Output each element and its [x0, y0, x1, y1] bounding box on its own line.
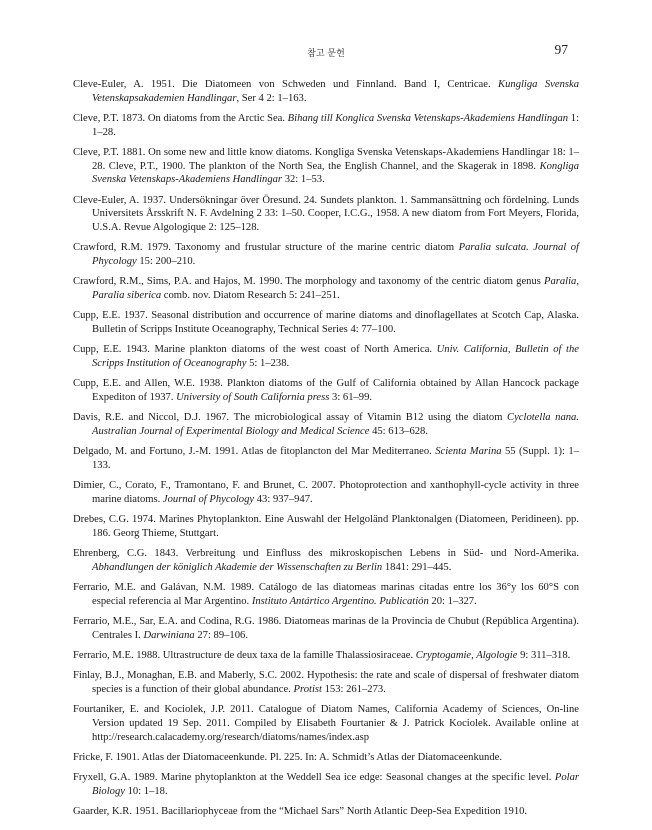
reference-text: Ferrario, M.E. and Galávan, N.M. 1989. Catálogo de las diatomeas marinas citadas entre los 36°y los 60°S con especial referencia al Mar Argentino.: [73, 581, 579, 607]
reference-tail: 9: 311–318.: [517, 649, 571, 661]
reference-source: Cryptogamie, Algologie: [415, 649, 518, 661]
reference-entry: [73, 513, 579, 540]
reference-text: Cupp, E.E. 1943. Marine plankton diatoms of the west coast of North America.: [73, 344, 437, 356]
reference-entry: [73, 649, 579, 663]
reference-entry: [73, 751, 579, 765]
reference-tail: 1: 1–28.: [92, 112, 580, 138]
reference-source: Kongliga Svenska Vetenskaps-Akademiens Handlingar: [92, 160, 579, 186]
reference-entry: [73, 547, 579, 574]
reference-tail: comb. nov. Diatom Research 5: 241–251.: [161, 289, 340, 301]
reference-text: Fryxell, G.A. 1989. Marine phytoplankton at the Weddell Sea ice edge: Seasonal changes at the specific level.: [73, 772, 555, 784]
reference-text: Delgado, M. and Fortuno, J.-M. 1991. Atlas de fitoplancton del Mar Mediterraneo.: [73, 446, 436, 458]
reference-source: Abhandlungen der königlich Akademie der Wissenschaften zu Berlin: [92, 561, 383, 573]
reference-tail: 55 (Suppl. 1): 1–133.: [92, 446, 579, 471]
reference-tail: 27: 89–106.: [194, 629, 248, 641]
reference-entry: [73, 805, 579, 819]
reference-entry: [73, 78, 579, 105]
reference-source: Cyclotella nana. Australian Journal of Experimental Biology and Medical Science: [92, 412, 579, 437]
reference-source: Protist: [293, 683, 322, 695]
reference-text: Finlay, B.J., Monaghan, E.B. and Maberly, S.C. 2002. Hypothesis: the rate and scale of dispersal of freshwater diatom species is a function of their global abundance.: [73, 670, 579, 695]
reference-source: Scienta Marina: [435, 446, 502, 458]
reference-text: Cleve, P.T. 1881. On some new and little know diatoms. Kongliga Svenska Vetenskaps-Akademiens Handlingar 18: 1–28. Cleve, P.T., 1900. The plankton of the North Sea, the English Channel, and the Skagerak in 1898.: [73, 146, 579, 172]
reference-text: Ferrario, M.E. 1988. Ultrastructure de deux taxa de la famille Thalassiosiraceae.: [73, 649, 416, 661]
reference-tail: 32: 1–53.: [282, 174, 325, 186]
reference-entry: [73, 275, 579, 302]
reference-text: Ehrenberg, C.G. 1843. Verbreitung und Einfluss des mikroskopischen Lebens in Süd- und Nord-Amerika.: [73, 547, 579, 559]
reference-text: Cleve-Euler, A. 1951. Die Diatomeen von Schweden und Finnland. Band I, Centricae.: [73, 79, 499, 90]
reference-tail: 153: 261–273.: [321, 683, 386, 695]
reference-entry: [73, 445, 579, 472]
reference-source: Journal of Phycology: [162, 493, 255, 505]
reference-text: Drebes, C.G. 1974. Marines Phytoplankton. Eine Auswahl der Helgoländ Planktonalgen (Diatomeen, Peridineen). pp. 186. Georg Thieme, Stuttgart.: [73, 514, 579, 539]
page-number: 97: [554, 42, 568, 57]
reference-entry: [73, 411, 579, 438]
running-head: 참고 문헌: [307, 49, 345, 59]
reference-text: Cupp, E.E. and Allen, W.E. 1938. Plankton diatoms of the Gulf of California obtained by Allan Hancock package Expediton of 1937.: [73, 378, 579, 403]
reference-tail: 45: 613–628.: [369, 425, 428, 437]
reference-entry: [73, 377, 579, 404]
reference-entry: [73, 703, 579, 744]
reference-tail: 43: 937–947.: [254, 493, 313, 505]
reference-text: Fourtaniker, E. and Kociolek, J.P. 2011. Catalogue of Diatom Names, California Academy of Sciences, On-line Version updated 19 Sep. 2011. Compiled by Elisabeth Fourtanier & J. Patrick Kociolek. Available online at http://research.calacademy.org/research/diatoms/names/index.asp: [73, 704, 579, 743]
reference-text: Ferrario, M.E., Sar, E.A. and Codina, R.G. 1986. Diatomeas marinas de la Provincia de Chubut (República Argentina). Centrales I.: [73, 615, 579, 641]
reference-source: Kungliga Svenska Vetenskapsakademien Handlingar: [92, 79, 579, 104]
reference-tail: 10: 1–18.: [124, 785, 168, 797]
reference-source: Paralia, Paralia siberica: [92, 276, 579, 301]
reference-source: Instituto Antártico Argentino. Publicatión: [251, 595, 429, 607]
reference-entry: [73, 479, 579, 506]
reference-text: Cleve-Euler, A. 1937. Undersökningar över Öresund. 24. Sundets plankton. 1. Sammansättning och fördelning. Lunds Universitets Årsskrift N. F. Avdelning 2 33: 1–50. Cooper, I.C.G., 1958. A new diatom from Fort Meyers, Florida, U.S.A. Revue Algologique 2: 125–128.: [73, 194, 579, 233]
reference-text: Dimier, C., Corato, F., Tramontano, F. and Brunet, C. 2007. Photoprotection and xanthophyll-cycle activity in three marine diatoms.: [73, 480, 579, 505]
reference-text: Cupp, E.E. 1937. Seasonal distribution and occurrence of marine diatoms and dinoflagellates at Scotch Cap, Alaska. Bulletin of Scripps Institute Oceanography, Technical Series 4: 77–100.: [73, 310, 579, 335]
reference-entry: [73, 669, 579, 696]
reference-source: Univ. California, Bulletin of the Scripps Institution of Oceanography: [92, 344, 579, 369]
reference-text: Davis, R.E. and Niccol, D.J. 1967. The microbiological assay of Vitamin B12 using the diatom: [73, 412, 508, 424]
reference-text: Crawford, R.M. 1979. Taxonomy and frustular structure of the marine centric diatom: [73, 242, 459, 254]
reference-text: Gaarder, K.R. 1951. Bacillariophyceae from the “Michael Sars” North Atlantic Deep-Sea Expedition 1910.: [73, 806, 528, 818]
reference-text: Crawford, R.M., Sims, P.A. and Hajos, M. 1990. The morphology and taxonomy of the centric diatom genus: [73, 276, 544, 288]
reference-tail: , Ser 4 2: 1–163.: [236, 92, 307, 104]
reference-source: Polar Biology: [92, 772, 579, 797]
page-header: [0, 42, 652, 62]
reference-source: University of South California press: [176, 391, 330, 403]
reference-tail: 3: 61–99.: [329, 391, 373, 403]
reference-entry: [73, 241, 579, 268]
reference-entry: [73, 771, 579, 798]
reference-tail: 1841: 291–445.: [382, 561, 452, 573]
reference-list: [73, 78, 579, 826]
reference-tail: 5: 1–238.: [246, 357, 290, 369]
reference-source: Darwiniana: [143, 629, 195, 641]
reference-source: Bihang till Konglica Svenska Vetenskaps-Akademiens Handlingan: [287, 112, 569, 124]
reference-text: Cleve, P.T. 1873. On diatoms from the Arctic Sea.: [73, 112, 288, 124]
reference-entry: [73, 194, 579, 235]
reference-tail: 15: 200–210.: [136, 255, 196, 267]
reference-entry: [73, 309, 579, 336]
reference-entry: [73, 146, 579, 187]
reference-entry: [73, 581, 579, 608]
reference-entry: [73, 343, 579, 370]
reference-entry: [73, 112, 579, 139]
reference-text: Fricke, F. 1901. Atlas der Diatomaceenkunde. Pl. 225. In: A. Schmidt’s Atlas der Diatomaceenkunde.: [73, 751, 502, 763]
reference-entry: [73, 615, 579, 642]
reference-source: Paralia sulcata. Journal of Phycology: [92, 242, 579, 267]
reference-tail: 20: 1–327.: [428, 595, 477, 607]
